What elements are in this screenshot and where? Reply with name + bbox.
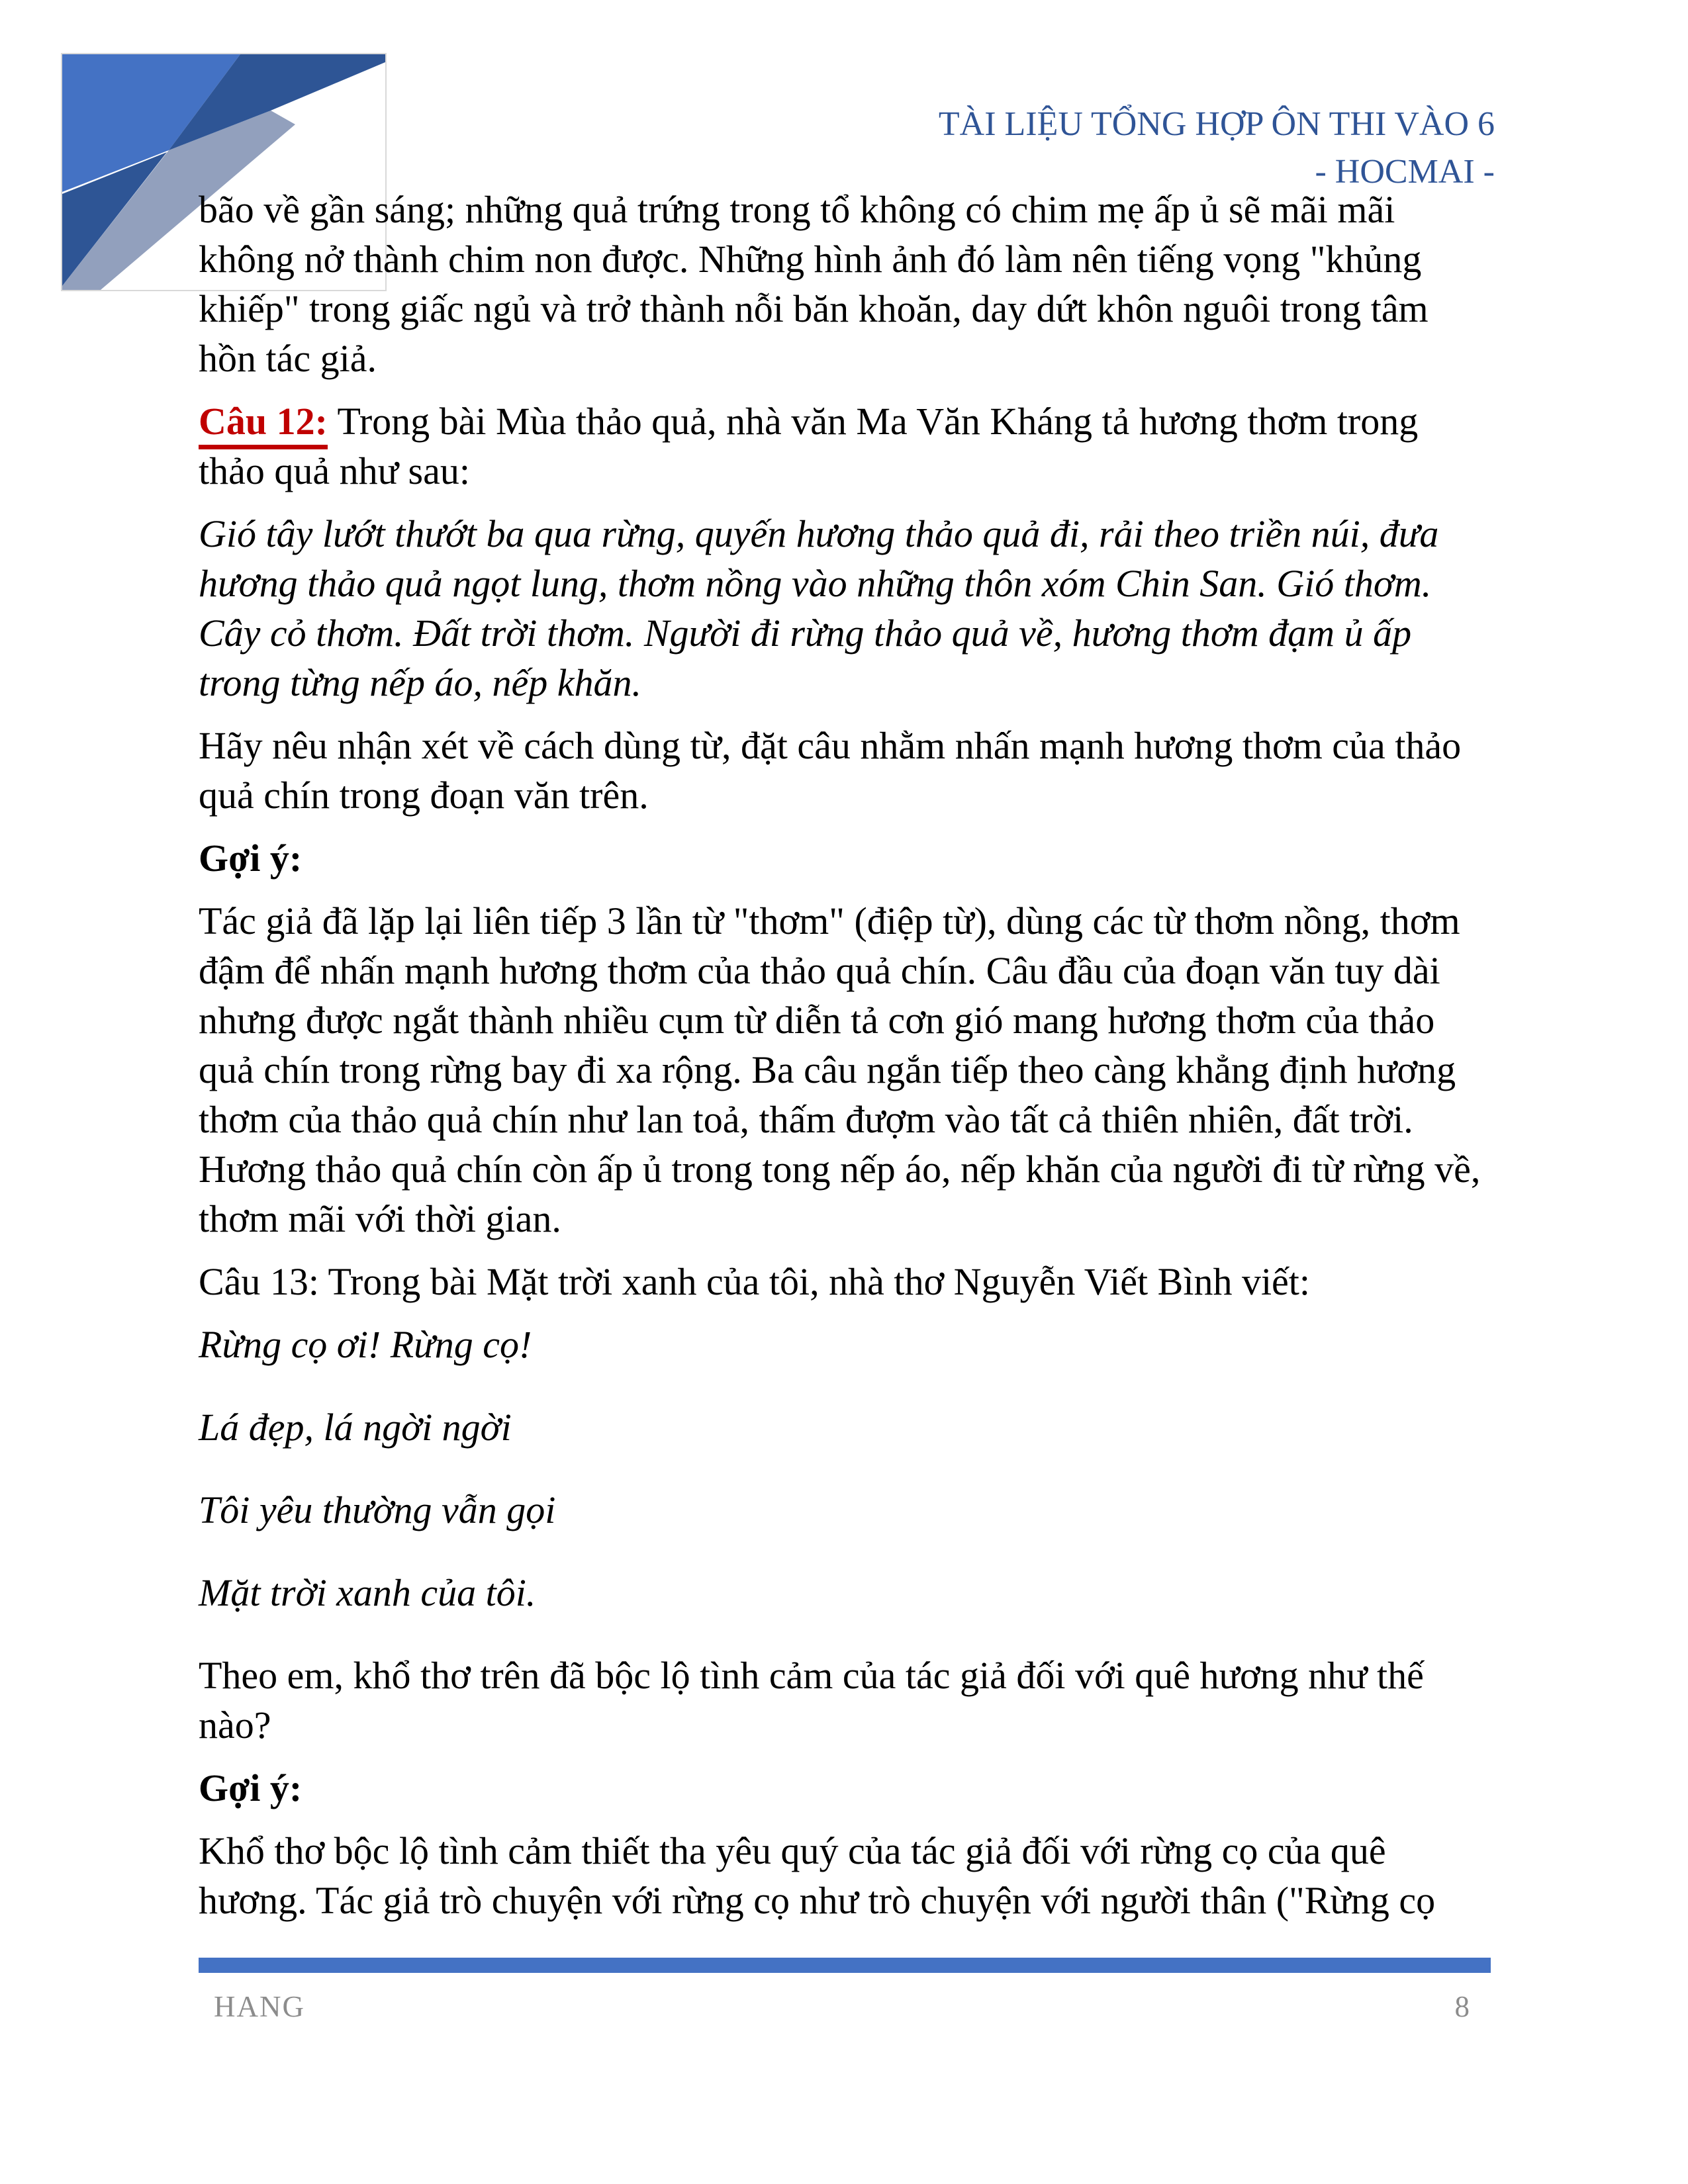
- paragraph-text: Gợi ý:: [199, 837, 303, 880]
- paragraph-text: bão về gần sáng; những quả trứng trong tổ không có chim mẹ ấp ủ sẽ mãi mãi không nở thành chim non được. Những hình ảnh đó làm nên tiếng vọng "khủng khiếp" trong giấc ngủ và trở thành nỗi băn khoăn, day dứt khôn nguôi trong tâm hồn tác giả.: [199, 188, 1429, 380]
- page-footer: [199, 1991, 1491, 2023]
- page-header: [939, 101, 1495, 196]
- paragraph: [199, 896, 1491, 1244]
- paragraph-text: Mặt trời xanh của tôi.: [199, 1571, 536, 1614]
- footer-author: HANG: [214, 1990, 305, 2023]
- paragraph: [199, 1320, 1491, 1369]
- paragraph: [199, 1257, 1491, 1306]
- header-title: TÀI LIỆU TỔNG HỢP ÔN THI VÀO 6: [938, 105, 1495, 143]
- header-brand: - HOCMAI -: [1315, 153, 1495, 191]
- paragraph: [199, 185, 1491, 383]
- paragraph: [199, 1651, 1491, 1750]
- paragraph: [199, 509, 1491, 707]
- paragraph-text: Theo em, khổ thơ trên đã bộc lộ tình cảm của tác giả đối với quê hương như thế nào?: [199, 1654, 1424, 1747]
- paragraph-text: Câu 13: Trong bài Mặt trời xanh của tôi, nhà thơ Nguyễn Viết Bình viết:: [199, 1260, 1311, 1303]
- paragraph: [199, 1402, 1491, 1452]
- question-paragraph: [199, 396, 1491, 496]
- paragraph: [199, 1826, 1491, 1925]
- paragraph-text: Gợi ý:: [199, 1766, 303, 1809]
- paragraph: [199, 833, 1491, 883]
- document-body: [199, 185, 1491, 1938]
- paragraph-text: Trong bài Mùa thảo quả, nhà văn Ma Văn Kháng tả hương thơm trong thảo quả như sau:: [199, 400, 1419, 492]
- paragraph: [199, 1763, 1491, 1813]
- paragraph: [199, 1485, 1491, 1535]
- paragraph-text: Khổ thơ bộc lộ tình cảm thiết tha yêu quý của tác giả đối với rừng cọ của quê hương. Tác giả trò chuyện với rừng cọ như trò chuyện với người thân ("Rừng cọ: [199, 1829, 1436, 1922]
- paragraph-text: Hãy nêu nhận xét về cách dùng từ, đặt câu nhằm nhấn mạnh hương thơm của thảo quả chín trong đoạn văn trên.: [199, 724, 1462, 817]
- paragraph-text: Tác giả đã lặp lại liên tiếp 3 lần từ "thơm" (điệp từ), dùng các từ thơm nồng, thơm đậm để nhấn mạnh hương thơm của thảo quả chín. Câu đầu của đoạn văn tuy dài nhưng được ngắt thành nhiều cụm từ diễn tả cơn gió mang hương thơm của thảo quả chín trong rừng bay đi xa rộng. Ba câu ngắn tiếp theo càng khẳng định hương thơm của thảo quả chín như lan toả, thấm đượm vào tất cả thiên nhiên, đất trời. Hương thảo quả chín còn ấp ủ trong tong nếp áo, nếp khăn của người đi từ rừng về, thơm mãi với thời gian.: [199, 899, 1481, 1240]
- paragraph: [199, 1568, 1491, 1617]
- footer-rule: [199, 1958, 1491, 1973]
- paragraph-text: Tôi yêu thường vẫn gọi: [199, 1488, 556, 1531]
- paragraph-text: Gió tây lướt thướt ba qua rừng, quyến hương thảo quả đi, rải theo triền núi, đưa hương thảo quả ngọt lung, thơm nồng vào những thôn xóm Chin San. Gió thơm. Cây cỏ thơm. Đất trời thơm. Người đi rừng thảo quả về, hương thơm đạm ủ ấp trong từng nếp áo, nếp khăn.: [199, 512, 1439, 704]
- page-number: 8: [1454, 1990, 1471, 2023]
- question-label: Câu 12:: [199, 400, 328, 449]
- paragraph-text: Rừng cọ ơi! Rừng cọ!: [199, 1323, 532, 1366]
- paragraph: [199, 721, 1491, 820]
- paragraph-text: Lá đẹp, lá ngời ngời: [199, 1406, 512, 1449]
